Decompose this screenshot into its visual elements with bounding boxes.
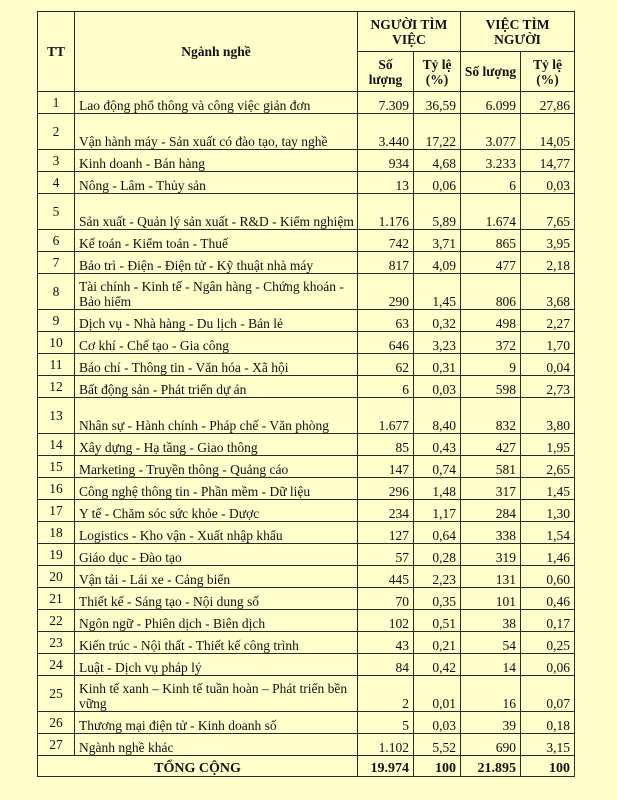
row-occupation: Y tế - Chăm sóc sức khỏe - Dược bbox=[75, 500, 358, 522]
row-number: 2 bbox=[38, 114, 75, 150]
col-header-so-luong-2: Số lượng bbox=[461, 52, 521, 92]
row-ty-le-nguoi-tim-viec: 0,06 bbox=[414, 172, 461, 194]
table-row bbox=[38, 478, 575, 500]
row-so-luong-nguoi-tim-viec: 5 bbox=[358, 712, 414, 734]
table-row bbox=[38, 654, 575, 676]
table-container bbox=[37, 11, 575, 777]
table-row bbox=[38, 376, 575, 398]
row-occupation: Vận tải - Lái xe - Cảng biển bbox=[75, 566, 358, 588]
row-so-luong-nguoi-tim-viec: 127 bbox=[358, 522, 414, 544]
row-so-luong-viec-tim-nguoi: 806 bbox=[461, 274, 521, 310]
row-ty-le-viec-tim-nguoi: 2,73 bbox=[521, 376, 575, 398]
row-so-luong-nguoi-tim-viec: 13 bbox=[358, 172, 414, 194]
row-ty-le-nguoi-tim-viec: 0,03 bbox=[414, 712, 461, 734]
row-ty-le-nguoi-tim-viec: 0,42 bbox=[414, 654, 461, 676]
table-row bbox=[38, 172, 575, 194]
row-ty-le-nguoi-tim-viec: 17,22 bbox=[414, 114, 461, 150]
row-number: 21 bbox=[38, 588, 75, 610]
table-row bbox=[38, 114, 575, 150]
occupation-table bbox=[37, 11, 575, 777]
row-ty-le-viec-tim-nguoi: 1,46 bbox=[521, 544, 575, 566]
row-occupation: Tài chính - Kinh tế - Ngân hàng - Chứng khoán - Bảo hiểm bbox=[75, 274, 358, 310]
row-number: 9 bbox=[38, 310, 75, 332]
row-so-luong-nguoi-tim-viec: 3.440 bbox=[358, 114, 414, 150]
row-so-luong-nguoi-tim-viec: 7.309 bbox=[358, 92, 414, 114]
col-header-ty-le-1: Tỷ lệ (%) bbox=[414, 52, 461, 92]
row-so-luong-viec-tim-nguoi: 131 bbox=[461, 566, 521, 588]
row-number: 27 bbox=[38, 734, 75, 756]
row-so-luong-nguoi-tim-viec: 234 bbox=[358, 500, 414, 522]
row-ty-le-viec-tim-nguoi: 2,18 bbox=[521, 252, 575, 274]
row-so-luong-nguoi-tim-viec: 445 bbox=[358, 566, 414, 588]
row-ty-le-viec-tim-nguoi: 0,46 bbox=[521, 588, 575, 610]
row-so-luong-viec-tim-nguoi: 6 bbox=[461, 172, 521, 194]
row-ty-le-nguoi-tim-viec: 0,21 bbox=[414, 632, 461, 654]
row-ty-le-nguoi-tim-viec: 0,51 bbox=[414, 610, 461, 632]
row-number: 19 bbox=[38, 544, 75, 566]
table-row bbox=[38, 252, 575, 274]
row-occupation: Vận hành máy - Sản xuất có đào tạo, tay nghề bbox=[75, 114, 358, 150]
row-so-luong-viec-tim-nguoi: 284 bbox=[461, 500, 521, 522]
row-ty-le-nguoi-tim-viec: 0,32 bbox=[414, 310, 461, 332]
col-header-ty-le-2: Tỷ lệ (%) bbox=[521, 52, 575, 92]
row-occupation: Nhân sự - Hành chính - Pháp chế - Văn phòng bbox=[75, 398, 358, 434]
row-so-luong-viec-tim-nguoi: 832 bbox=[461, 398, 521, 434]
table-row bbox=[38, 194, 575, 230]
row-number: 14 bbox=[38, 434, 75, 456]
row-so-luong-viec-tim-nguoi: 598 bbox=[461, 376, 521, 398]
row-so-luong-nguoi-tim-viec: 742 bbox=[358, 230, 414, 252]
row-so-luong-viec-tim-nguoi: 6.099 bbox=[461, 92, 521, 114]
row-occupation: Xây dựng - Hạ tầng - Giao thông bbox=[75, 434, 358, 456]
row-so-luong-viec-tim-nguoi: 477 bbox=[461, 252, 521, 274]
row-occupation: Dịch vụ - Nhà hàng - Du lịch - Bán lẻ bbox=[75, 310, 358, 332]
table-row bbox=[38, 588, 575, 610]
row-occupation: Kinh tế xanh – Kinh tế tuần hoàn – Phát triển bền vững bbox=[75, 676, 358, 712]
total-row bbox=[38, 756, 575, 777]
table-row bbox=[38, 632, 575, 654]
row-ty-le-viec-tim-nguoi: 0,25 bbox=[521, 632, 575, 654]
row-so-luong-viec-tim-nguoi: 427 bbox=[461, 434, 521, 456]
row-so-luong-nguoi-tim-viec: 1.677 bbox=[358, 398, 414, 434]
row-so-luong-viec-tim-nguoi: 101 bbox=[461, 588, 521, 610]
row-ty-le-nguoi-tim-viec: 5,52 bbox=[414, 734, 461, 756]
row-ty-le-viec-tim-nguoi: 3,95 bbox=[521, 230, 575, 252]
row-so-luong-nguoi-tim-viec: 1.176 bbox=[358, 194, 414, 230]
row-ty-le-viec-tim-nguoi: 0,03 bbox=[521, 172, 575, 194]
row-so-luong-nguoi-tim-viec: 1.102 bbox=[358, 734, 414, 756]
row-number: 3 bbox=[38, 150, 75, 172]
row-occupation: Báo chí - Thông tin - Văn hóa - Xã hội bbox=[75, 354, 358, 376]
row-ty-le-nguoi-tim-viec: 4,09 bbox=[414, 252, 461, 274]
row-so-luong-nguoi-tim-viec: 43 bbox=[358, 632, 414, 654]
row-so-luong-viec-tim-nguoi: 3.233 bbox=[461, 150, 521, 172]
table-row bbox=[38, 676, 575, 712]
row-so-luong-viec-tim-nguoi: 498 bbox=[461, 310, 521, 332]
row-number: 22 bbox=[38, 610, 75, 632]
row-so-luong-nguoi-tim-viec: 102 bbox=[358, 610, 414, 632]
row-number: 17 bbox=[38, 500, 75, 522]
row-so-luong-viec-tim-nguoi: 1.674 bbox=[461, 194, 521, 230]
row-so-luong-nguoi-tim-viec: 646 bbox=[358, 332, 414, 354]
row-so-luong-viec-tim-nguoi: 38 bbox=[461, 610, 521, 632]
row-number: 8 bbox=[38, 274, 75, 310]
total-label: TỔNG CỘNG bbox=[38, 756, 358, 777]
row-ty-le-nguoi-tim-viec: 0,43 bbox=[414, 434, 461, 456]
row-number: 15 bbox=[38, 456, 75, 478]
row-ty-le-viec-tim-nguoi: 1,30 bbox=[521, 500, 575, 522]
table-row bbox=[38, 230, 575, 252]
table-row bbox=[38, 522, 575, 544]
row-occupation: Kinh doanh - Bán hàng bbox=[75, 150, 358, 172]
row-ty-le-nguoi-tim-viec: 5,89 bbox=[414, 194, 461, 230]
row-occupation: Sản xuất - Quản lý sản xuất - R&D - Kiểm nghiệm bbox=[75, 194, 358, 230]
row-occupation: Nông - Lâm - Thủy sản bbox=[75, 172, 358, 194]
row-ty-le-viec-tim-nguoi: 0,04 bbox=[521, 354, 575, 376]
row-ty-le-viec-tim-nguoi: 0,07 bbox=[521, 676, 575, 712]
row-number: 11 bbox=[38, 354, 75, 376]
row-occupation: Ngành nghề khác bbox=[75, 734, 358, 756]
row-so-luong-viec-tim-nguoi: 39 bbox=[461, 712, 521, 734]
col-header-tt: TT bbox=[38, 12, 75, 92]
row-ty-le-viec-tim-nguoi: 3,15 bbox=[521, 734, 575, 756]
row-number: 5 bbox=[38, 194, 75, 230]
row-number: 6 bbox=[38, 230, 75, 252]
row-ty-le-viec-tim-nguoi: 0,06 bbox=[521, 654, 575, 676]
table-row bbox=[38, 734, 575, 756]
row-number: 24 bbox=[38, 654, 75, 676]
row-ty-le-nguoi-tim-viec: 0,28 bbox=[414, 544, 461, 566]
row-number: 1 bbox=[38, 92, 75, 114]
row-so-luong-nguoi-tim-viec: 85 bbox=[358, 434, 414, 456]
table-row bbox=[38, 92, 575, 114]
row-ty-le-viec-tim-nguoi: 1,45 bbox=[521, 478, 575, 500]
row-ty-le-nguoi-tim-viec: 0,74 bbox=[414, 456, 461, 478]
row-ty-le-nguoi-tim-viec: 36,59 bbox=[414, 92, 461, 114]
row-ty-le-viec-tim-nguoi: 7,65 bbox=[521, 194, 575, 230]
row-ty-le-nguoi-tim-viec: 0,01 bbox=[414, 676, 461, 712]
row-number: 16 bbox=[38, 478, 75, 500]
table-row bbox=[38, 500, 575, 522]
row-so-luong-nguoi-tim-viec: 817 bbox=[358, 252, 414, 274]
row-ty-le-nguoi-tim-viec: 0,31 bbox=[414, 354, 461, 376]
row-so-luong-nguoi-tim-viec: 84 bbox=[358, 654, 414, 676]
row-ty-le-nguoi-tim-viec: 4,68 bbox=[414, 150, 461, 172]
row-occupation: Cơ khí - Chế tạo - Gia công bbox=[75, 332, 358, 354]
row-occupation: Thương mại điện tử - Kinh doanh số bbox=[75, 712, 358, 734]
row-number: 25 bbox=[38, 676, 75, 712]
group-header-viec-tim-nguoi: VIỆC TÌM NGƯỜI bbox=[461, 12, 575, 52]
row-number: 20 bbox=[38, 566, 75, 588]
row-ty-le-viec-tim-nguoi: 1,54 bbox=[521, 522, 575, 544]
row-so-luong-viec-tim-nguoi: 9 bbox=[461, 354, 521, 376]
row-occupation: Luật - Dịch vụ pháp lý bbox=[75, 654, 358, 676]
row-number: 4 bbox=[38, 172, 75, 194]
row-ty-le-nguoi-tim-viec: 1,45 bbox=[414, 274, 461, 310]
row-ty-le-nguoi-tim-viec: 2,23 bbox=[414, 566, 461, 588]
table-row bbox=[38, 274, 575, 310]
col-header-nganh-nghe: Ngành nghề bbox=[75, 12, 358, 92]
row-so-luong-nguoi-tim-viec: 934 bbox=[358, 150, 414, 172]
row-occupation: Bảo trì - Điện - Điện tử - Kỹ thuật nhà máy bbox=[75, 252, 358, 274]
row-ty-le-viec-tim-nguoi: 2,65 bbox=[521, 456, 575, 478]
row-ty-le-viec-tim-nguoi: 14,05 bbox=[521, 114, 575, 150]
row-so-luong-viec-tim-nguoi: 16 bbox=[461, 676, 521, 712]
table-row bbox=[38, 310, 575, 332]
row-ty-le-viec-tim-nguoi: 1,70 bbox=[521, 332, 575, 354]
total-ty-le-1: 100 bbox=[414, 756, 461, 777]
table-row bbox=[38, 566, 575, 588]
row-occupation: Công nghệ thông tin - Phần mềm - Dữ liệu bbox=[75, 478, 358, 500]
total-ty-le-2: 100 bbox=[521, 756, 575, 777]
row-so-luong-viec-tim-nguoi: 690 bbox=[461, 734, 521, 756]
row-number: 26 bbox=[38, 712, 75, 734]
table-row bbox=[38, 610, 575, 632]
row-so-luong-viec-tim-nguoi: 865 bbox=[461, 230, 521, 252]
row-number: 13 bbox=[38, 398, 75, 434]
row-occupation: Kế toán - Kiểm toán - Thuế bbox=[75, 230, 358, 252]
row-ty-le-nguoi-tim-viec: 3,23 bbox=[414, 332, 461, 354]
row-so-luong-nguoi-tim-viec: 63 bbox=[358, 310, 414, 332]
row-occupation: Giáo dục - Đào tạo bbox=[75, 544, 358, 566]
group-header-nguoi-tim-viec: NGƯỜI TÌM VIỆC bbox=[358, 12, 461, 52]
row-so-luong-viec-tim-nguoi: 372 bbox=[461, 332, 521, 354]
row-so-luong-nguoi-tim-viec: 70 bbox=[358, 588, 414, 610]
total-so-luong-1: 19.974 bbox=[358, 756, 414, 777]
row-ty-le-nguoi-tim-viec: 3,71 bbox=[414, 230, 461, 252]
row-ty-le-nguoi-tim-viec: 1,17 bbox=[414, 500, 461, 522]
row-occupation: Kiến trúc - Nội thất - Thiết kế công trình bbox=[75, 632, 358, 654]
row-so-luong-nguoi-tim-viec: 2 bbox=[358, 676, 414, 712]
table-row bbox=[38, 150, 575, 172]
row-ty-le-viec-tim-nguoi: 3,80 bbox=[521, 398, 575, 434]
col-header-so-luong-1: Số lượng bbox=[358, 52, 414, 92]
table-row bbox=[38, 544, 575, 566]
row-ty-le-nguoi-tim-viec: 0,35 bbox=[414, 588, 461, 610]
row-occupation: Bất động sản - Phát triển dự án bbox=[75, 376, 358, 398]
table-row bbox=[38, 712, 575, 734]
row-ty-le-nguoi-tim-viec: 0,03 bbox=[414, 376, 461, 398]
table-row bbox=[38, 398, 575, 434]
row-occupation: Marketing - Truyền thông - Quảng cáo bbox=[75, 456, 358, 478]
row-ty-le-viec-tim-nguoi: 0,18 bbox=[521, 712, 575, 734]
row-so-luong-viec-tim-nguoi: 317 bbox=[461, 478, 521, 500]
table-row bbox=[38, 332, 575, 354]
row-so-luong-viec-tim-nguoi: 3.077 bbox=[461, 114, 521, 150]
row-ty-le-viec-tim-nguoi: 0,17 bbox=[521, 610, 575, 632]
row-ty-le-nguoi-tim-viec: 0,64 bbox=[414, 522, 461, 544]
row-so-luong-viec-tim-nguoi: 338 bbox=[461, 522, 521, 544]
total-so-luong-2: 21.895 bbox=[461, 756, 521, 777]
row-so-luong-viec-tim-nguoi: 14 bbox=[461, 654, 521, 676]
row-ty-le-viec-tim-nguoi: 27,86 bbox=[521, 92, 575, 114]
row-so-luong-nguoi-tim-viec: 62 bbox=[358, 354, 414, 376]
row-ty-le-nguoi-tim-viec: 8,40 bbox=[414, 398, 461, 434]
row-ty-le-viec-tim-nguoi: 3,68 bbox=[521, 274, 575, 310]
row-ty-le-viec-tim-nguoi: 2,27 bbox=[521, 310, 575, 332]
table-row bbox=[38, 354, 575, 376]
row-so-luong-nguoi-tim-viec: 296 bbox=[358, 478, 414, 500]
table-row bbox=[38, 434, 575, 456]
row-so-luong-nguoi-tim-viec: 290 bbox=[358, 274, 414, 310]
row-number: 23 bbox=[38, 632, 75, 654]
table-body bbox=[38, 92, 575, 756]
row-so-luong-nguoi-tim-viec: 57 bbox=[358, 544, 414, 566]
row-occupation: Thiết kế - Sáng tạo - Nội dung số bbox=[75, 588, 358, 610]
table-row bbox=[38, 456, 575, 478]
row-ty-le-viec-tim-nguoi: 1,95 bbox=[521, 434, 575, 456]
row-ty-le-viec-tim-nguoi: 0,60 bbox=[521, 566, 575, 588]
row-number: 10 bbox=[38, 332, 75, 354]
row-so-luong-nguoi-tim-viec: 6 bbox=[358, 376, 414, 398]
row-occupation: Lao động phổ thông và công việc giản đơn bbox=[75, 92, 358, 114]
row-so-luong-nguoi-tim-viec: 147 bbox=[358, 456, 414, 478]
row-number: 12 bbox=[38, 376, 75, 398]
row-ty-le-viec-tim-nguoi: 14,77 bbox=[521, 150, 575, 172]
row-number: 7 bbox=[38, 252, 75, 274]
row-ty-le-nguoi-tim-viec: 1,48 bbox=[414, 478, 461, 500]
row-occupation: Logistics - Kho vận - Xuất nhập khẩu bbox=[75, 522, 358, 544]
row-so-luong-viec-tim-nguoi: 319 bbox=[461, 544, 521, 566]
row-so-luong-viec-tim-nguoi: 581 bbox=[461, 456, 521, 478]
row-number: 18 bbox=[38, 522, 75, 544]
row-occupation: Ngôn ngữ - Phiên dịch - Biên dịch bbox=[75, 610, 358, 632]
row-so-luong-viec-tim-nguoi: 54 bbox=[461, 632, 521, 654]
